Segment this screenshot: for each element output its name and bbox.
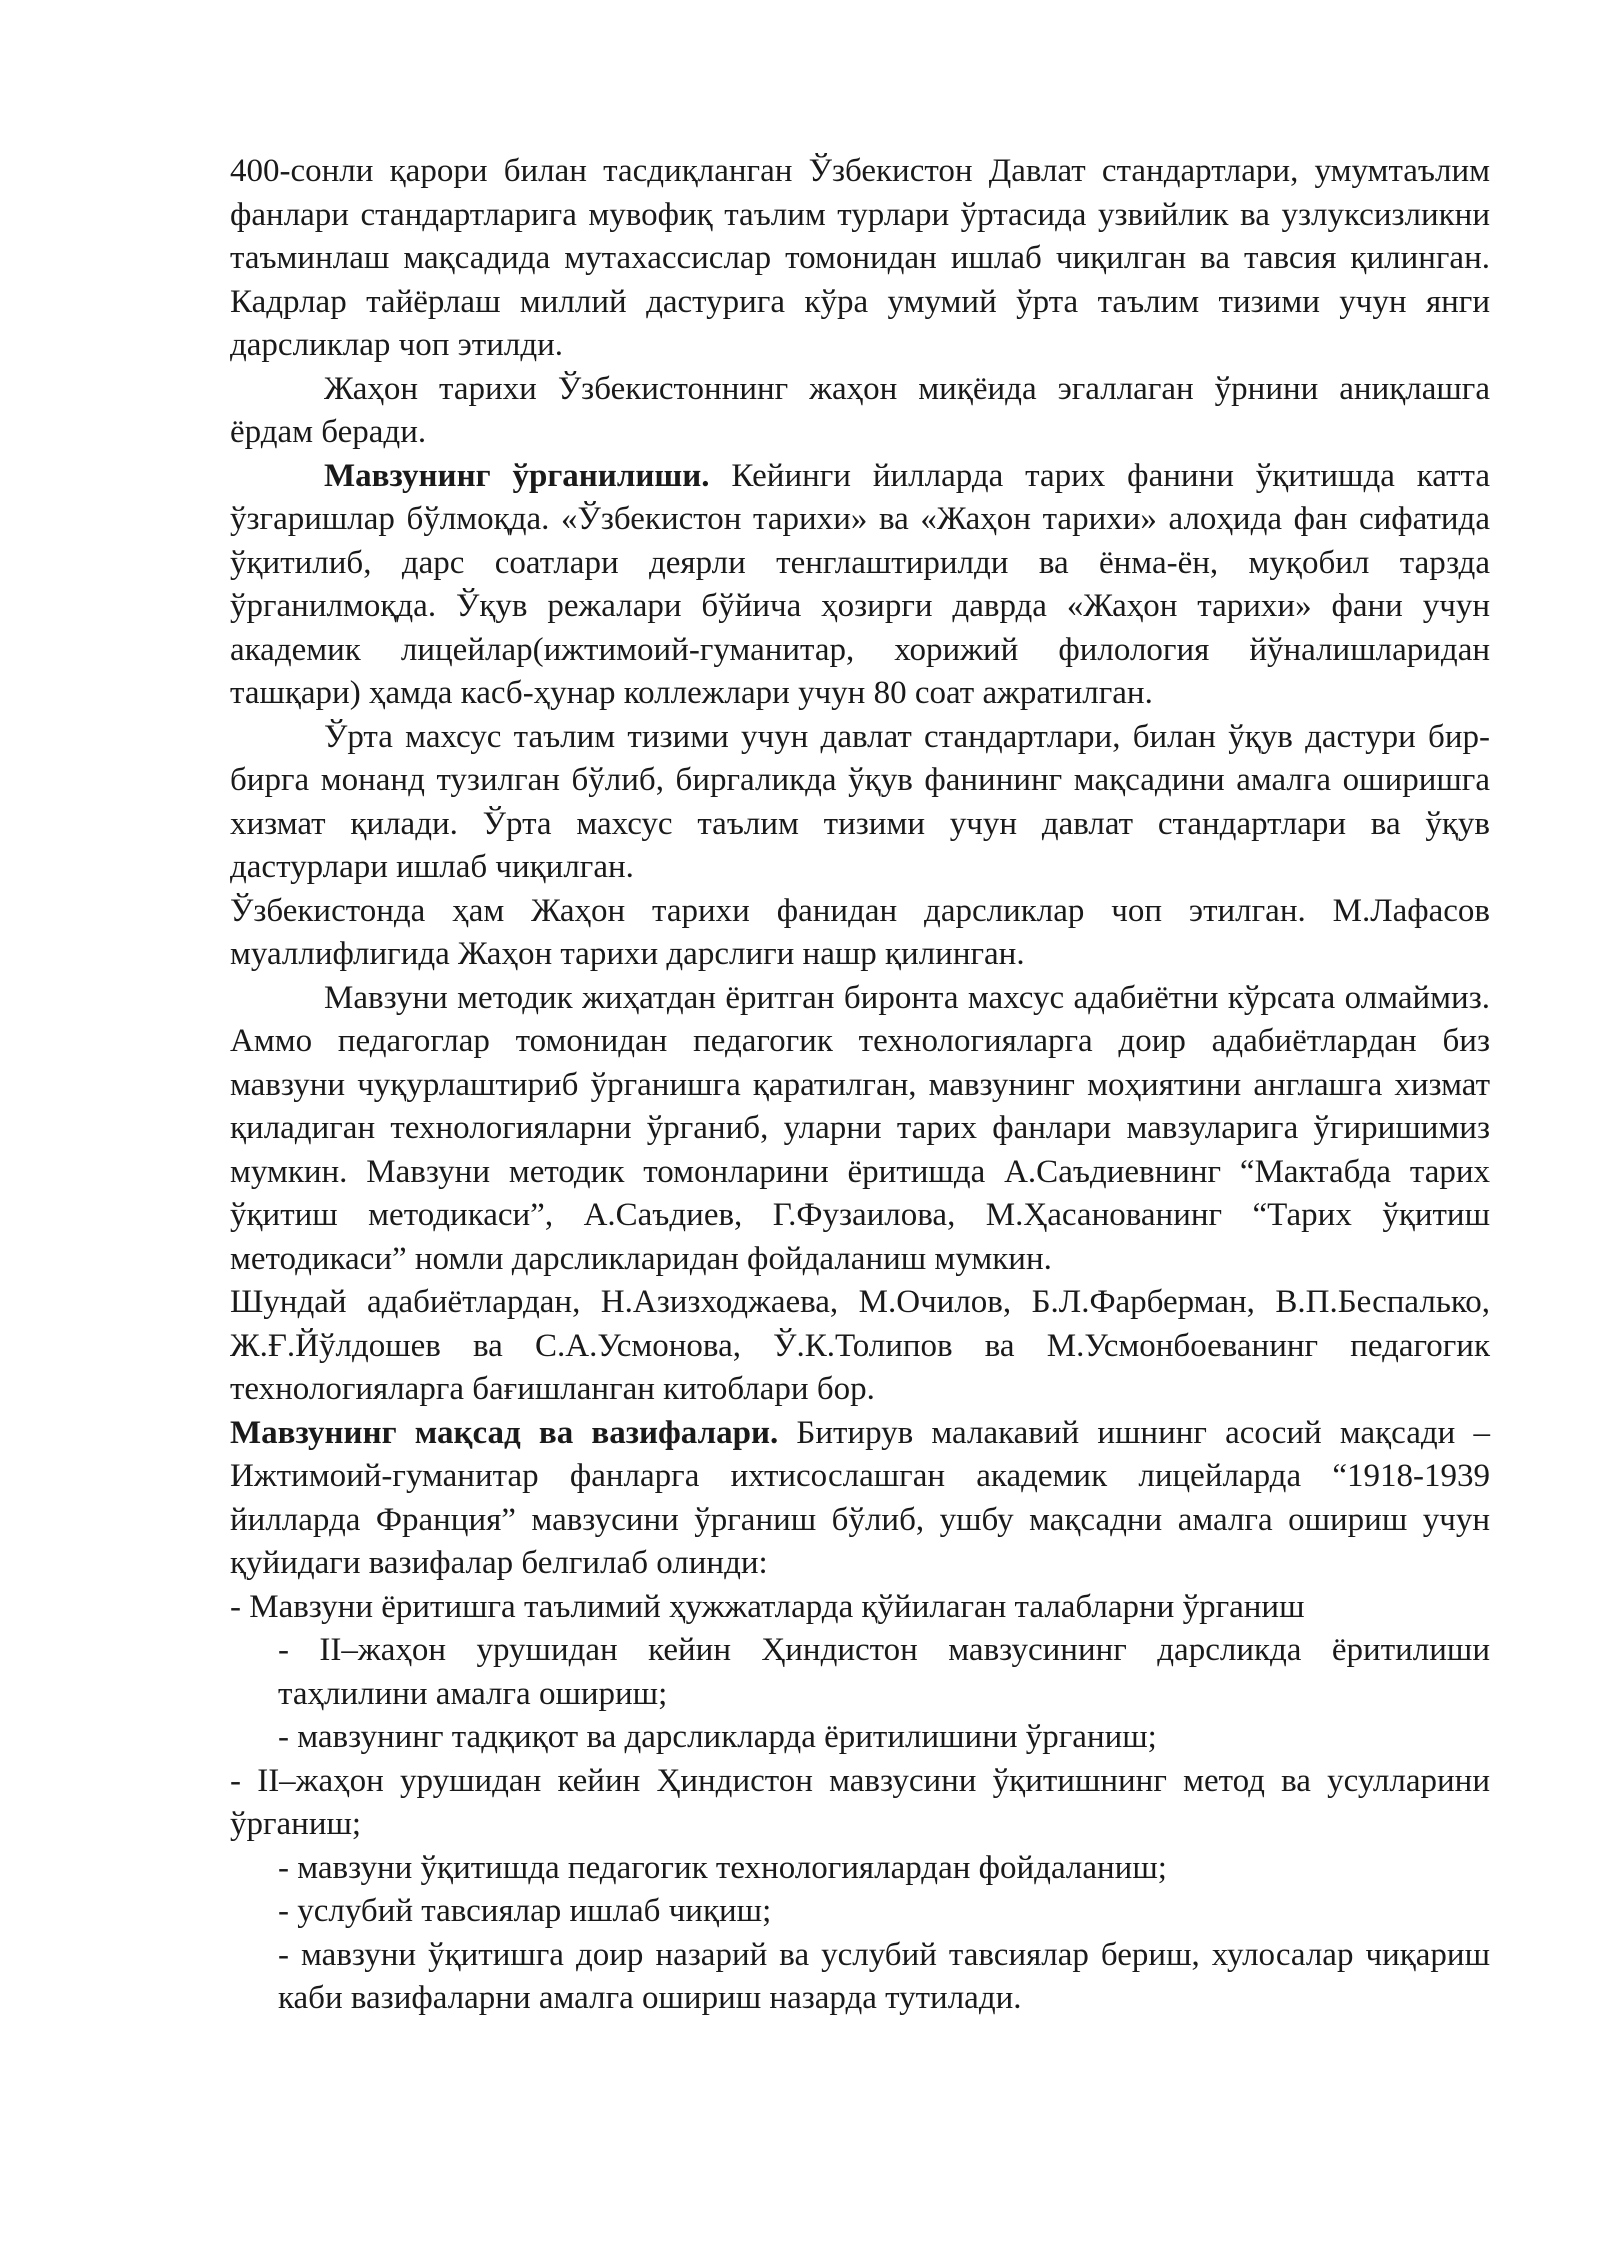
list-item: - II–жаҳон урушидан кейин Ҳиндистон мавзусининг дарсликда ёритилиши таҳлилини амалга ошириш; (278, 1632, 1490, 1712)
list-item: - II–жаҳон урушидан кейин Ҳиндистон мавзусини ўқитишнинг метод ва усулларини ўрганиш; (230, 1762, 1490, 1842)
paragraph-standards: 400-сонли қарори билан тасдиқланган Ўзбекистон Давлат стандартлари, умумтаълим фанлари стандартларига мувофиқ таълим турлари ўртасида узвийлик ва узлуксизликни таъминлаш мақсадида мутахассислар томонидан ишлаб чиқилган ва тавсия қилинган. Кадрлар тайёрлаш миллий дастурига кўра умумий ўрта таълим тизими учун янги дарсликлар чоп этилди. (230, 153, 1490, 363)
paragraph-secondary-education: Ўрта махсус таълим тизими учун давлат стандартлари, билан ўқув дастури бир-бирга монанд тузилган бўлиб, биргаликда ўқув фанининг мақсадини амалга оширишга хизмат қилади. Ўрта махсус таълим тизими учун давлат стандартлари ва ўқув дастурлари ишлаб чиқилган. (230, 718, 1490, 885)
document-page (230, 150, 1490, 2021)
paragraph-literature: Шундай адабиётлардан, Н.Азизходжаева, М.Очилов, Б.Л.Фарберман, В.П.Беспалько, Ж.Ғ.Йўлдошев ва С.А.Усмонова, Ў.К.Толипов ва М.Усмонбоеванинг педагогик технологияларга бағишланган китоблари бор. (230, 1284, 1490, 1407)
list-item: - услубий тавсиялар ишлаб чиқиш; (278, 1893, 772, 1929)
section-heading-goals: Мавзунинг мақсад ва вазифалари. (230, 1414, 779, 1451)
paragraph-goals-text: Битирув малакавий ишнинг асосий мақсади – Ижтимоий-гуманитар фанларга ихтисослашган академик лицейларда “1918-1939 йилларда Франция” мавзусини ўрганиш бўлиб, ушбу мақсадни амалга ошириш учун қуйидаги вазифалар белгилаб олинди: (230, 1414, 1490, 1581)
paragraph-topic-study (230, 455, 1490, 716)
paragraph-methodology: Мавзуни методик жиҳатдан ёритган биронта махсус адабиётни кўрсата олмаймиз. Аммо педагоглар томонидан педагогик технологияларга доир адабиётлардан биз мавзуни чуқурлаштириб ўрганишга қаратилган, мавзунинг моҳиятини англашга хизмат қиладиган технологияларни ўрганиб, уларни тарих фанлари мавзуларига ўгиришимиз мумкин. Мавзуни методик томонларини ёритишда А.Саъдиевнинг “Мактабда тарих ўқитиш методикаси”, А.Саъдиев, Г.Фузаилова, М.Ҳасанованинг “Тарих ўқитиш методикаси” номли дарсликларидан фойдаланиш мумкин. (230, 979, 1490, 1277)
paragraph-goals (230, 1412, 1490, 1586)
paragraph-world-history-role: Жаҳон тарихи Ўзбекистоннинг жаҳон миқёида эгаллаган ўрнини аниқлашга ёрдам беради. (230, 370, 1490, 450)
list-item: - мавзуни ўқитишда педагогик технологиялардан фойдаланиш; (278, 1849, 1167, 1886)
list-item: - мавзунинг тадқиқот ва дарсликларда ёритилишини ўрганиш; (278, 1719, 1157, 1755)
list-item: - Мавзуни ёритишга таълимий ҳужжатларда қўйилаган талабларни ўрганиш (230, 1588, 1305, 1625)
paragraph-textbooks: Ўзбекистонда ҳам Жаҳон тарихи фанидан дарсликлар чоп этилган. М.Лафасов муаллифлигида Жаҳон тарихи дарслиги нашр қилинган. (230, 892, 1490, 972)
section-heading-topic-study: Мавзунинг ўрганилиши. (324, 457, 710, 494)
paragraph-topic-study-text: Кейинги йилларда тарих фанини ўқитишда катта ўзгаришлар бўлмоқда. «Ўзбекистон тарихи» ва «Жаҳон тарихи» алоҳида фан сифатида ўқитилиб, дарс соатлари деярли тенглаштирилди ва ёнма-ён, муқобил тарзда ўрганилмоқда. Ўқув режалари бўйича ҳозирги даврда «Жаҳон тарихи» фани учун академик лицейлар(ижтимоий-гуманитар, хорижий филология йўналишларидан ташқари) ҳамда касб-ҳунар коллежлари учун 80 соат ажратилган. (230, 457, 1490, 711)
list-item: - мавзуни ўқитишга доир назарий ва услубий тавсиялар бериш, хулосалар чиқариш каби вазифаларни амалга ошириш назарда тутилади. (278, 1936, 1490, 2016)
